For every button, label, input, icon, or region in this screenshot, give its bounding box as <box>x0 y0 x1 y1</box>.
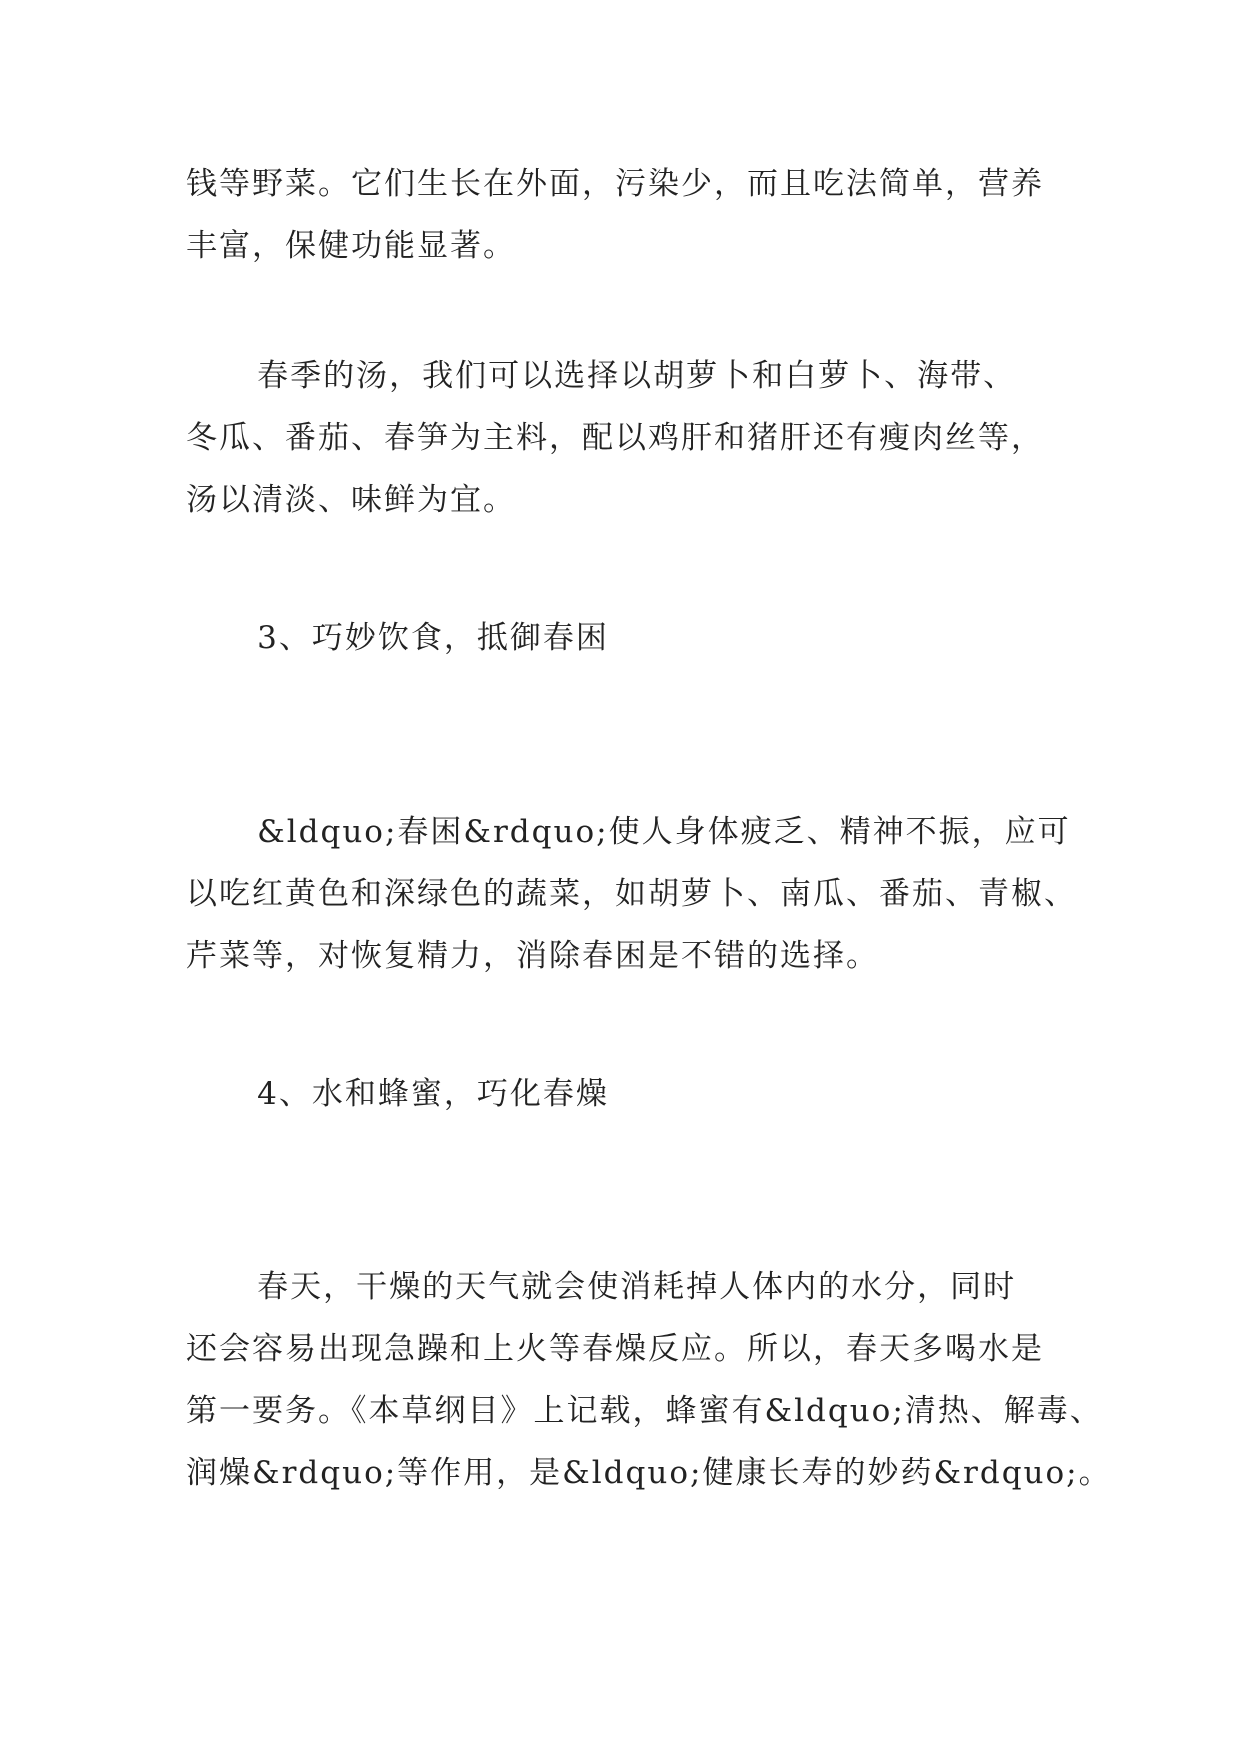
section-heading-3 <box>186 607 1066 669</box>
text-line: 第一要务。《本草纲目》上记载，蜂蜜有&ldquo;清热、解毒、 <box>186 1393 1103 1429</box>
paragraph-spring-soup <box>186 345 1066 531</box>
text-line: 以吃红黄色和深绿色的蔬菜，如胡萝卜、南瓜、番茄、青椒、 <box>186 876 1077 912</box>
text-line: 丰富，保健功能显著。 <box>186 228 516 264</box>
section-heading-4 <box>186 1063 1066 1125</box>
text-line: 汤以清淡、味鲜为宜。 <box>186 482 516 518</box>
text-line: 芹菜等，对恢复精力，消除春困是不错的选择。 <box>186 938 879 974</box>
heading-line: 3、巧妙饮食，抵御春困 <box>186 620 609 656</box>
text-line: 冬瓜、番茄、春笋为主料，配以鸡肝和猪肝还有瘦肉丝等， <box>186 420 1044 456</box>
text-line: 润燥&rdquo;等作用，是&ldquo;健康长寿的妙药&rdquo;。 <box>186 1455 1112 1491</box>
text-line: 还会容易出现急躁和上火等春燥反应。所以，春天多喝水是 <box>186 1331 1044 1367</box>
paragraph-spring-fatigue <box>186 801 1077 987</box>
text-line: 春季的汤，我们可以选择以胡萝卜和白萝卜、海带、 <box>186 358 1017 394</box>
paragraph-wild-vegetables <box>186 153 1066 277</box>
heading-line: 4、水和蜂蜜，巧化春燥 <box>186 1076 609 1112</box>
text-line: 春天，干燥的天气就会使消耗掉人体内的水分，同时 <box>186 1269 1017 1305</box>
text-line: &ldquo;春困&rdquo;使人身体疲乏、精神不振，应可 <box>186 814 1071 850</box>
paragraph-water-honey <box>186 1256 1112 1504</box>
text-line: 钱等野菜。它们生长在外面，污染少，而且吃法简单，营养 <box>186 166 1044 202</box>
